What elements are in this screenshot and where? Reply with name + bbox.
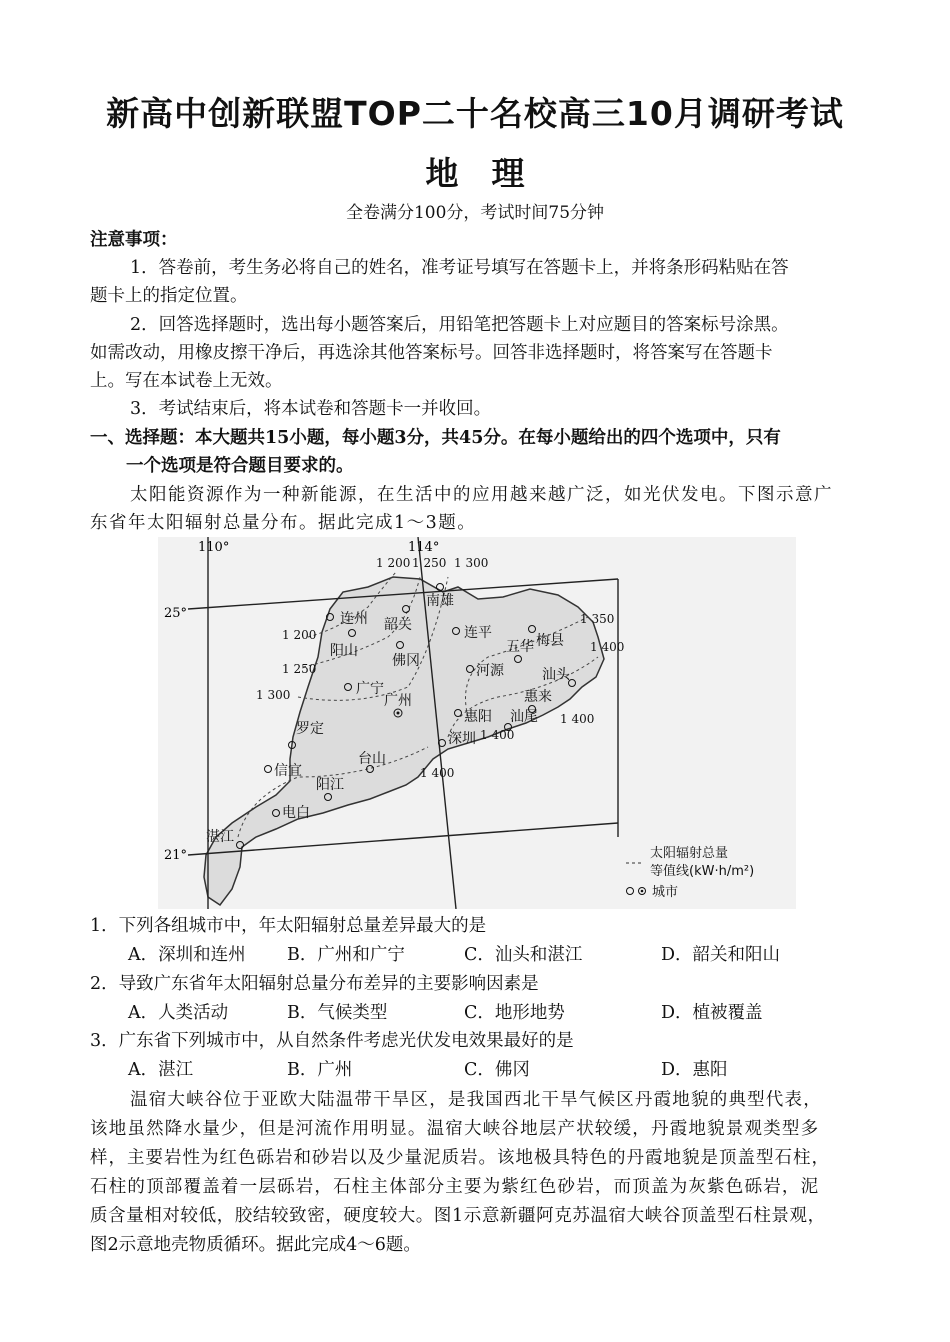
question-2-stem: 2．导致广东省年太阳辐射总量分布差异的主要影响因素是: [90, 974, 539, 994]
isoline-label: 1 400: [590, 640, 625, 654]
passage-2-line-6: 图2示意地壳物质循环。据此完成4～6题。: [90, 1235, 421, 1255]
isoline-label: 1 200: [376, 556, 411, 570]
q2-option-d: D．植被覆盖: [661, 1003, 763, 1023]
svg-text:汕头: 汕头: [542, 667, 570, 683]
legend-city: 城市: [652, 885, 679, 900]
notice-item-3: 3．考试结束后，将本试卷和答题卡一并收回。: [130, 399, 492, 419]
q2-option-a: A．人类活动: [128, 1003, 229, 1023]
svg-text:阳山: 阳山: [330, 643, 358, 659]
isoline-label: 1 400: [420, 766, 455, 780]
svg-text:佛冈: 佛冈: [392, 653, 420, 669]
passage-2-line-1: 温宿大峡谷位于亚欧大陆温带干旱区，是我国西北干旱气候区丹霞地貌的典型代表，: [130, 1090, 822, 1110]
isoline-label: 1 400: [480, 728, 515, 742]
lon-label-114: 114°: [408, 540, 440, 555]
q3-option-d: D．惠阳: [661, 1060, 728, 1080]
q1-option-c: C．汕头和湛江: [464, 945, 583, 965]
svg-text:深圳: 深圳: [448, 731, 476, 747]
q3-option-b: B．广州: [287, 1060, 353, 1080]
question-3-stem: 3．广东省下列城市中，从自然条件考虑光伏发电效果最好的是: [90, 1031, 574, 1051]
passage-2-line-2: 该地虽然降水量少，但是河流作用明显。温宿大峡谷地层产状较缓，丹霞地貌景观类型多: [90, 1119, 820, 1139]
isoline-label: 1 350: [580, 612, 615, 626]
svg-text:广州: 广州: [384, 693, 412, 709]
section-heading-line-2: 一个选项是符合题目要求的。: [126, 456, 354, 476]
svg-text:湛江: 湛江: [206, 829, 234, 845]
svg-text:五华: 五华: [506, 639, 534, 655]
notice-item-2-line-2: 如需改动，用橡皮擦干净后，再选涂其他答案标号。回答非选择题时，将答案写在答题卡: [90, 343, 773, 363]
notice-heading: 注意事项：: [90, 230, 178, 250]
passage-2-line-3: 样，主要岩性为红色砾岩和砂岩以及少量泥质岩。该地极具特色的丹霞地貌是顶盖型石柱，: [90, 1148, 830, 1168]
question-1-stem: 1．下列各组城市中，年太阳辐射总量差异最大的是: [90, 916, 487, 936]
svg-text:惠来: 惠来: [524, 689, 552, 705]
passage-2-line-5: 质含量相对较低，胶结较致密，硬度较大。图1示意新疆阿克苏温宿大峡谷顶盖型石柱景观，: [90, 1206, 826, 1226]
svg-text:阳江: 阳江: [316, 777, 344, 793]
q1-option-a: A．深圳和连州: [128, 945, 246, 965]
legend-isoline-line-1: 太阳辐射总量: [650, 846, 729, 861]
q3-option-c: C．佛冈: [464, 1060, 530, 1080]
exam-title: 新高中创新联盟TOP二十名校高三10月调研考试: [106, 94, 844, 133]
score-info: 全卷满分100分，考试时间75分钟: [345, 203, 605, 223]
lon-label-110: 110°: [198, 540, 230, 555]
svg-text:台山: 台山: [358, 751, 386, 767]
isoline-label: 1 250: [282, 662, 317, 676]
isoline-label: 1 200: [282, 628, 317, 642]
lat-label-25: 25°: [164, 606, 188, 621]
isoline-label: 1 400: [560, 712, 595, 726]
subject-title: 地 理: [425, 154, 525, 193]
lat-label-21: 21°: [164, 848, 188, 863]
svg-text:信宜: 信宜: [274, 763, 302, 779]
svg-text:广宁: 广宁: [356, 681, 384, 697]
q1-option-d: D．韶关和阳山: [661, 945, 781, 965]
notice-item-2-line-1: 2．回答选择题时，选出每小题答案后，用铅笔把答题卡上对应题目的答案标号涂黑。: [130, 315, 789, 335]
passage-1-line-1: 太阳能资源作为一种新能源，在生活中的应用越来越广泛，如光伏发电。下图示意广: [130, 485, 833, 505]
svg-text:惠阳: 惠阳: [464, 709, 492, 725]
svg-text:韶关: 韶关: [384, 617, 412, 633]
notice-item-1-line-2: 题卡上的指定位置。: [90, 286, 248, 306]
svg-text:河源: 河源: [476, 663, 504, 679]
q1-option-b: B．广州和广宁: [287, 945, 405, 965]
notice-item-1-line-1: 1．答卷前，考生务必将自己的姓名，准考证号填写在答题卡上，并将条形码粘贴在答: [130, 258, 789, 278]
solar-radiation-map: [158, 537, 796, 909]
svg-text:梅县: 梅县: [536, 633, 564, 649]
passage-1-line-2: 东省年太阳辐射总量分布。据此完成1～3题。: [90, 513, 477, 533]
svg-text:南雄: 南雄: [426, 593, 454, 609]
q3-option-a: A．湛江: [128, 1060, 194, 1080]
isoline-label: 1 300: [454, 556, 489, 570]
q2-option-b: B．气候类型: [287, 1003, 388, 1023]
isoline-label: 1 250: [412, 556, 447, 570]
svg-text:汕尾: 汕尾: [510, 709, 538, 725]
section-heading-line-1: 一、选择题：本大题共15小题，每小题3分，共45分。在每小题给出的四个选项中，只有: [90, 428, 781, 448]
svg-text:电白: 电白: [282, 805, 310, 821]
svg-text:罗定: 罗定: [296, 721, 324, 737]
svg-text:连平: 连平: [464, 625, 492, 641]
svg-text:连州: 连州: [340, 611, 368, 627]
isoline-label: 1 300: [256, 688, 291, 702]
notice-item-2-line-3: 上。写在本试卷上无效。: [90, 371, 283, 391]
passage-2-line-4: 石柱的顶部覆盖着一层砾岩，石柱主体部分主要为紫红色砂岩，而顶盖为灰紫色砾岩，泥: [90, 1177, 820, 1197]
legend-isoline-line-2: 等值线(kW·h/m²): [650, 864, 755, 879]
q2-option-c: C．地形地势: [464, 1003, 565, 1023]
